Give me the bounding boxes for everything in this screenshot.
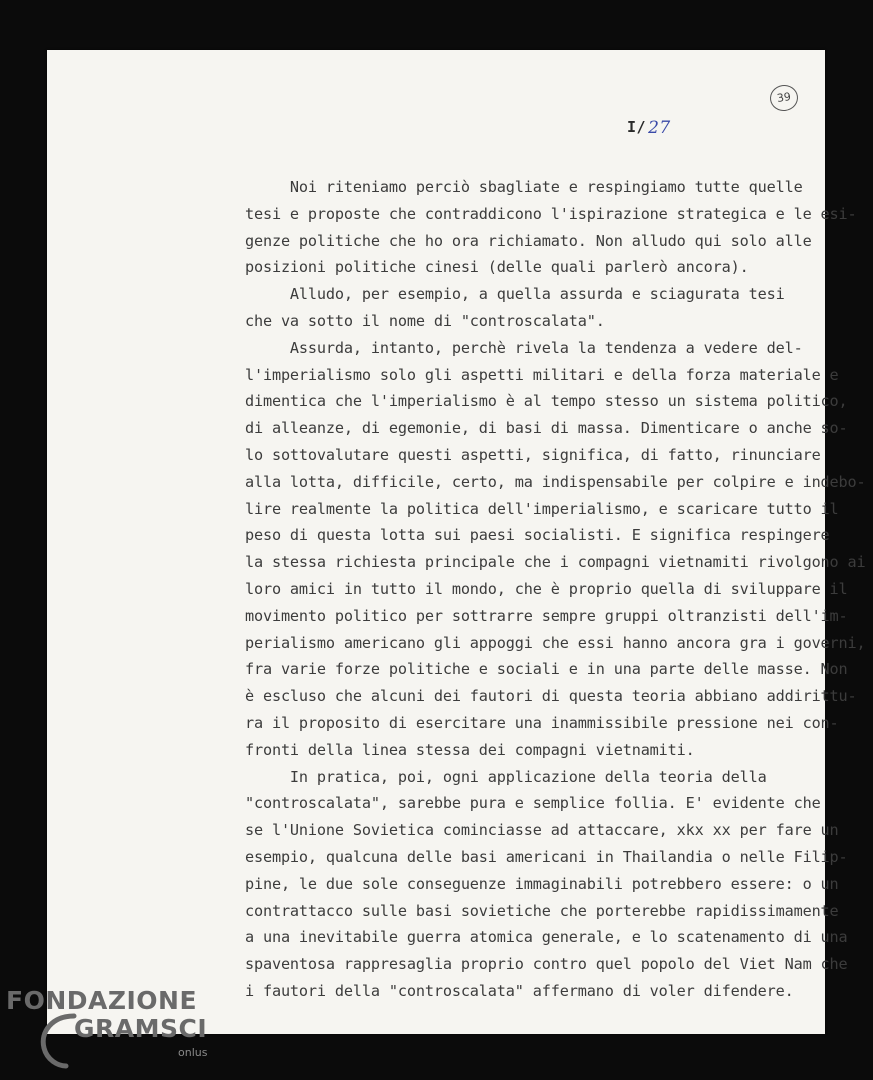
text-line: Alludo, per esempio, a quella assurda e sciagurata tesi (200, 285, 785, 304)
text-line: perialismo americano gli appoggi che essi hanno ancora gra i governi, (200, 633, 866, 652)
text-line: "controscalata", sarebbe pura e semplice follia. E' evidente che (200, 794, 821, 813)
page-marker-handwritten: 27 (648, 118, 671, 138)
text-line: di alleanze, di egemonie, di basi di massa. Dimenticare o anche so- (200, 419, 848, 438)
text-line: che va sotto il nome di "controscalata". (200, 311, 605, 330)
typewritten-text (200, 174, 866, 1005)
text-line: è escluso che alcuni dei fautori di questa teoria abbiano addirittu- (200, 687, 857, 706)
text-line: l'imperialismo solo gli aspetti militari e della forza materiale e (200, 365, 839, 384)
text-line: pine, le due sole conseguenze immaginabili potrebbero essere: o un (200, 874, 839, 893)
text-line: alla lotta, difficile, certo, ma indispensabile per colpire e indebo- (200, 472, 866, 491)
text-line: a una inevitabile guerra atomica generale, e lo scatenamento di una (200, 928, 848, 947)
text-line: lo sottovalutare questi aspetti, significa, di fatto, rinunciare (200, 445, 821, 464)
logo-sub: onlus (178, 1046, 208, 1059)
text-line: i fautori della "controscalata" affermano di voler difendere. (200, 981, 794, 1000)
text-line: Noi riteniamo perciò sbagliate e respingiamo tutte quelle (200, 178, 803, 196)
text-line: spaventosa rappresaglia proprio contro quel popolo del Viet Nam che (200, 955, 848, 974)
archive-page-stamp: 39 (768, 83, 799, 113)
text-line: esempio, qualcuna delle basi americani in Thailandia o nelle Filip- (200, 847, 848, 866)
page-marker-typed: I/ (627, 118, 647, 136)
text-line: In pratica, poi, ogni applicazione della teoria della (200, 767, 767, 786)
logo-line1: FONDAZIONE (6, 986, 198, 1015)
text-line: contrattacco sulle basi sovietiche che porterebbe rapidissimamente (200, 901, 839, 920)
logo-line2: GRAMSCI (74, 1014, 208, 1043)
text-line: movimento politico per sottrarre sempre gruppi oltranzisti dell'im- (200, 606, 848, 625)
text-line: la stessa richiesta principale che i compagni vietnamiti rivolgono ai (200, 553, 866, 572)
text-line: ra il proposito di esercitare una inammissibile pressione nei con- (200, 713, 839, 732)
text-line: Assurda, intanto, perchè rivela la tendenza a vedere del- (200, 338, 803, 357)
text-line: lire realmente la politica dell'imperialismo, e scaricare tutto il (200, 499, 839, 518)
text-line: posizioni politiche cinesi (delle quali parlerò ancora). (200, 258, 749, 277)
text-line: loro amici in tutto il mondo, che è proprio quella di sviluppare il (200, 579, 848, 598)
fondazione-gramsci-logo (6, 986, 221, 1070)
text-line: se l'Unione Sovietica cominciasse ad attaccare, xkx xx per fare un (200, 821, 839, 840)
page-marker (627, 117, 671, 137)
text-line: dimentica che l'imperialismo è al tempo stesso un sistema politico, (200, 392, 848, 411)
text-line: fronti della linea stessa dei compagni vietnamiti. (200, 740, 695, 759)
text-line: fra varie forze politiche e sociali e in una parte delle masse. Non (200, 660, 848, 679)
text-line: tesi e proposte che contraddicono l'ispirazione strategica e le esi- (200, 204, 857, 223)
text-line: genze politiche che ho ora richiamato. Non alludo qui solo alle (200, 231, 812, 250)
text-line: peso di questa lotta sui paesi socialisti. E significa respingere (200, 526, 830, 545)
